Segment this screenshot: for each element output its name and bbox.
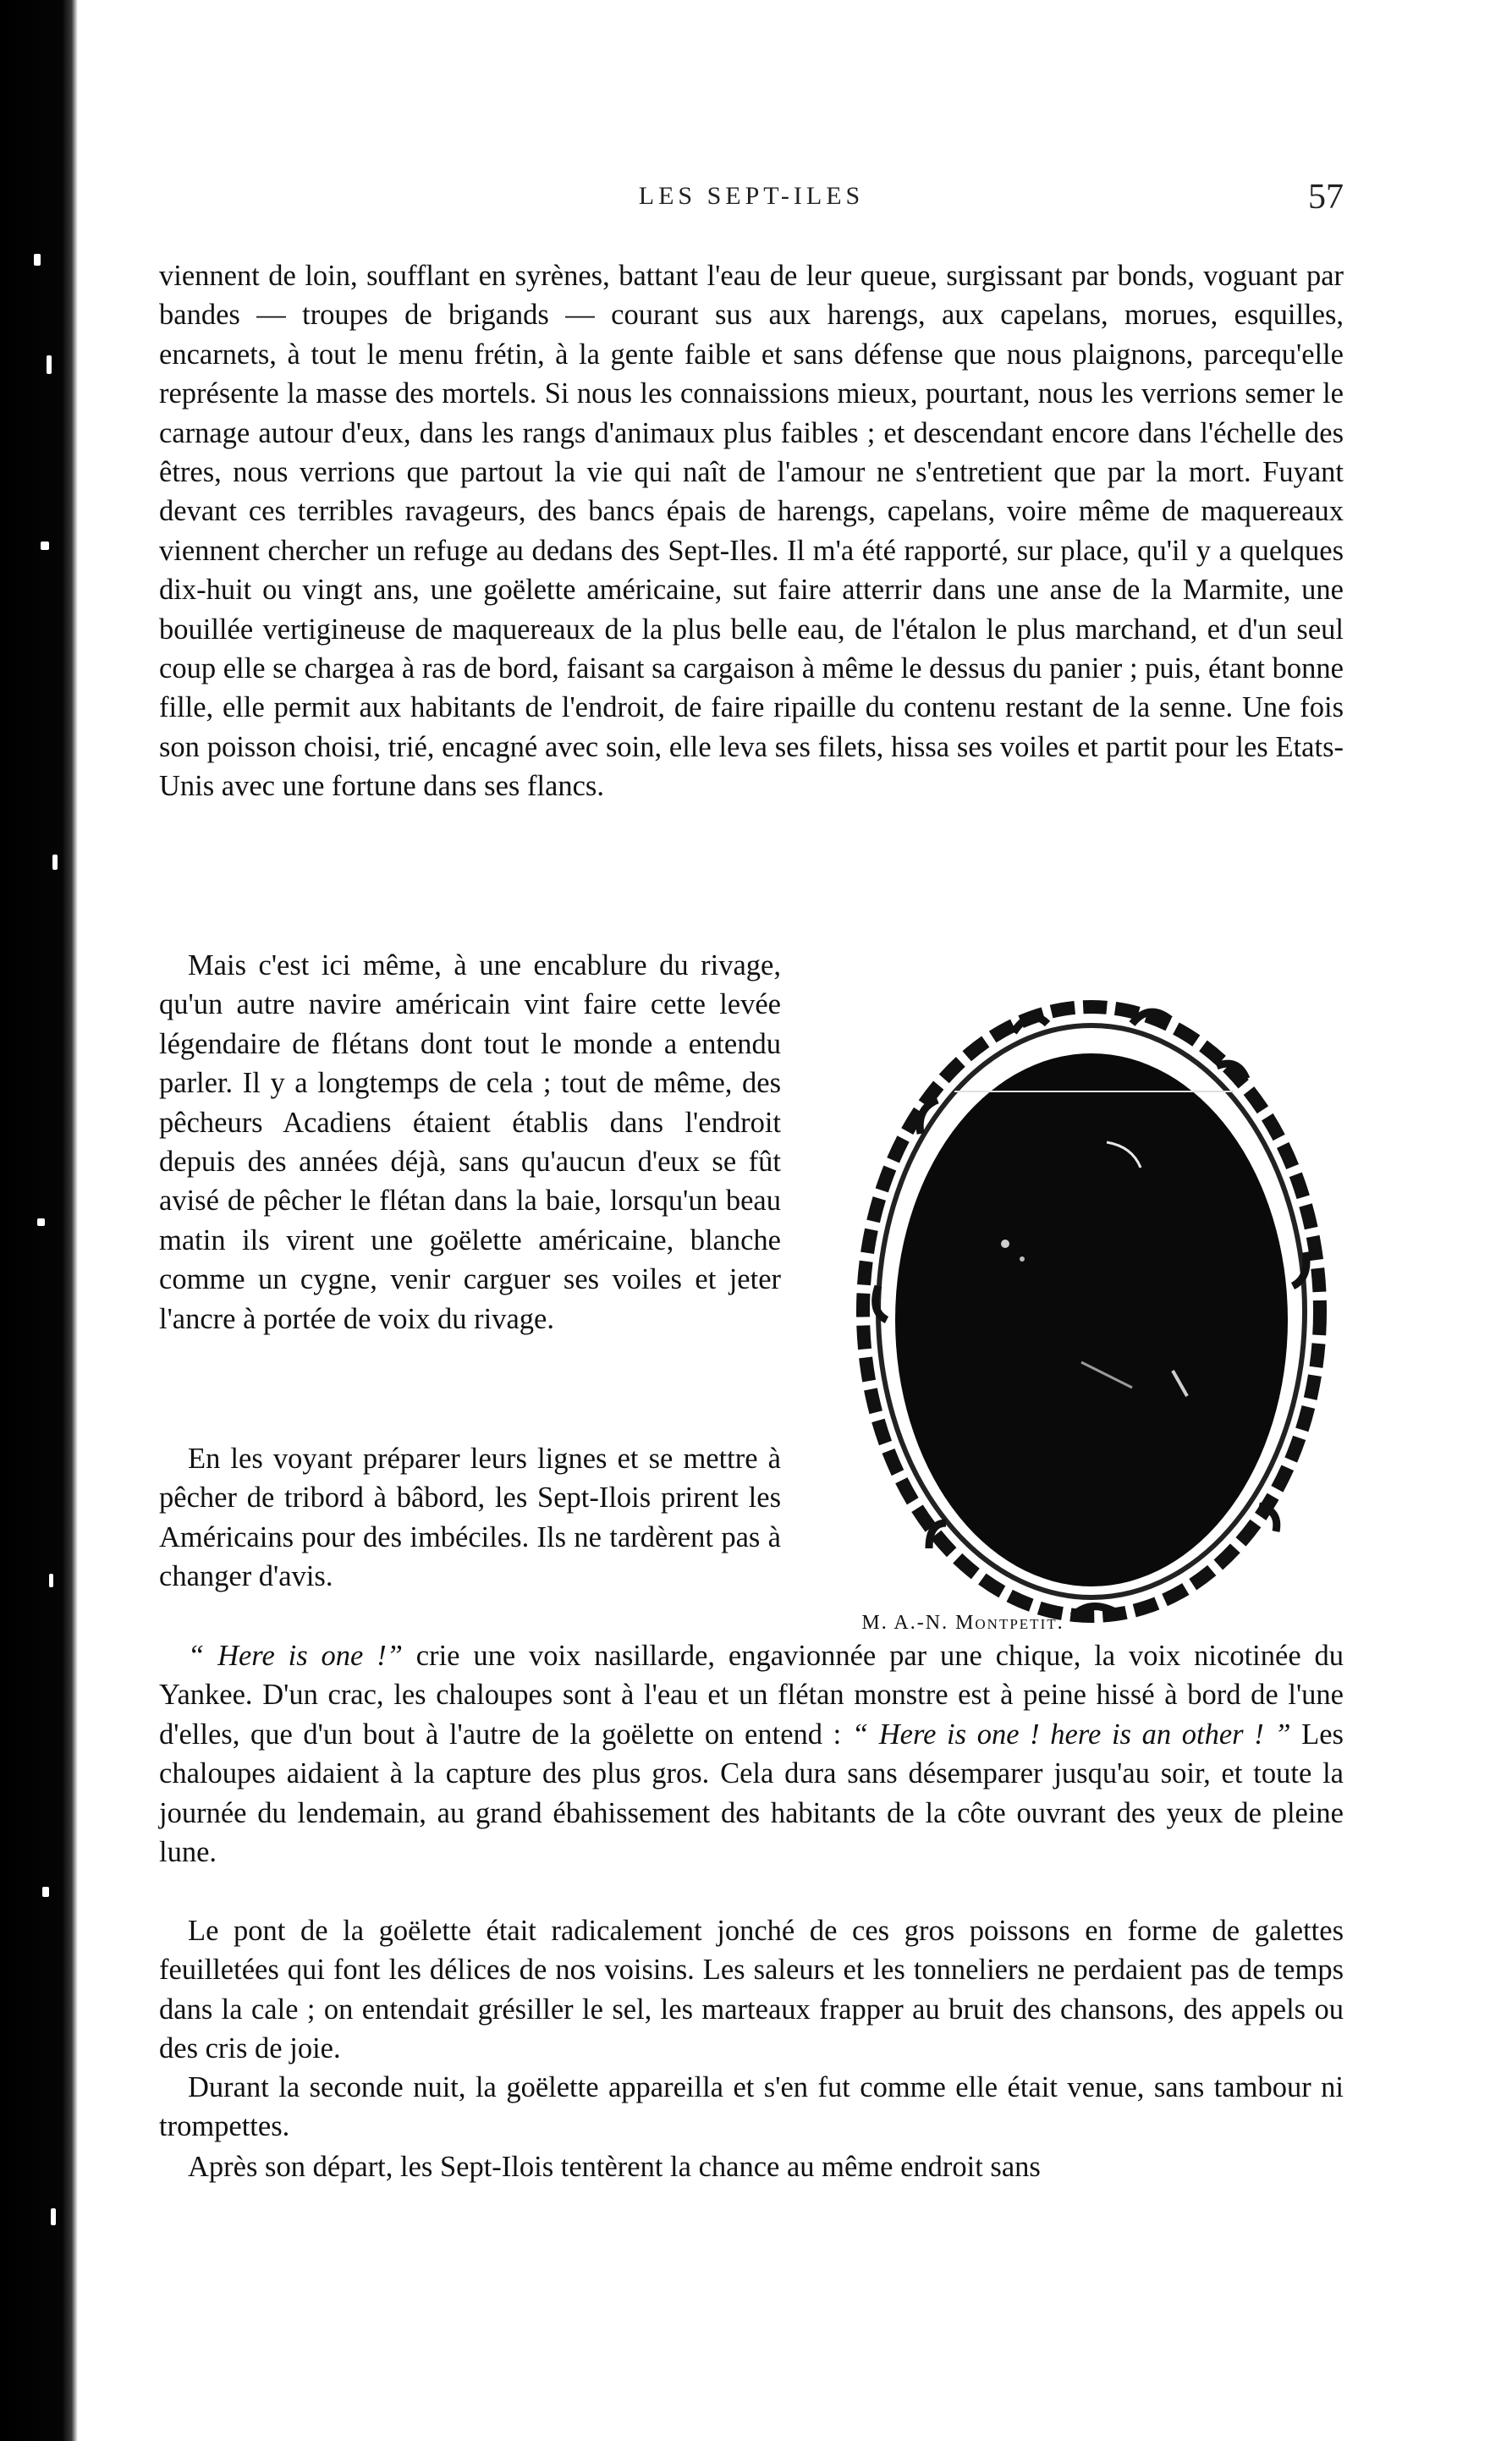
book-spine-edge	[0, 0, 78, 2441]
spine-speck	[42, 1887, 49, 1897]
spine-speck	[51, 2208, 56, 2225]
paragraph-1: viennent de loin, soufflant en syrènes, battant l'eau de leur queue, surgissant par bonds, voguant par bandes — troupes de brigands — courant sus aux harengs, aux capelans, morues, esquilles, encarnets, à tout le menu frétin, à la gente faible et sans défense que nous plaignons, parcequ'elle représente la masse des mortels. Si nous les connaissions mieux, pourtant, nous les verrions semer le carnage autour d'eux, dans les rangs d'animaux plus faibles ; et descendant encore dans l'échelle des êtres, nous verrions que partout la vie qui naît de l'amour ne s'entretient que par la mort. Fuyant devant ces terribles ravageurs, des bancs épais de harengs, capelans, voire même de maquereaux viennent chercher un refuge au dedans des Sept-Iles. Il m'a été rapporté, sur place, qu'il y a quelques dix-huit ou vingt ans, une goëlette américaine, sut faire atterrir dans une anse de la Marmite, une bouillée vertigineuse de maquereaux de la plus belle eau, de l'étalon le plus marchand, et d'un seul coup elle se chargea à ras de bord, faisant sa cargaison à même le dessus du panier ; puis, étant bonne fille, elle permit aux habitants de l'endroit, de faire ripaille du contenu restant de la senne. Une fois son poisson choisi, trié, encagné avec soin, elle leva ses filets, hissa ses voiles et partit pour les Etats-Unis avec une fortune dans ses flancs.	[159, 260, 1344, 803]
paragraph-4-text-b: Les chaloupes aidaient à la capture des plus gros. Cela dura sans désemparer jusqu'au soir, et toute la journée du lendemain, au grand ébahissement des habitants de la côte ouvrant des yeux de pleine lune.	[159, 1718, 1344, 1869]
spine-speck	[47, 355, 52, 374]
quote-here-is-an-other: “ Here is one ! here is an other ! ”	[851, 1718, 1291, 1751]
page-number: 57	[1308, 178, 1344, 217]
paragraph-3: En les voyant préparer leurs lignes et se mettre à pêcher de tribord à bâbord, les Sept-Ilois prirent les Américains pour des imbéciles. Ils ne tardèrent pas à changer d'avis.	[159, 1443, 781, 1593]
paragraph-4-text-a: crie une voix nasillarde, engavionnée par une chique, la voix nicotinée du Yankee. D'un crac, les chaloupes sont à l'eau et un flétan monstre est à peine hissé à bord de l'une d'elles, que d'un bout à l'autre de la goëlette on entend :	[159, 1640, 1344, 1751]
paragraph-7: Après son départ, les Sept-Ilois tentèrent la chance au même endroit sans	[188, 2151, 1041, 2183]
paragraph-5: Le pont de la goëlette était radicalement jonché de ces gros poissons en forme de galettes feuilletées qui font les délices de nos voisins. Les saleurs et les tonneliers ne perdaient pas de temps dans la cale ; on entendait grésiller le sel, les marteaux frapper au bruit des chansons, des appels ou des cris de joie.	[159, 1915, 1344, 2065]
portrait-caption: M. A.-N. Montpetit.	[861, 1612, 1064, 1634]
portrait-vignette	[853, 965, 1335, 1629]
book-page	[159, 0, 1344, 2441]
paragraph-2: Mais c'est ici même, à une encablure du rivage, qu'un autre navire américain vint faire cette levée légendaire de flétans dont tout le monde a entendu parler. Il y a longtemps de cela ; tout de même, des pêcheurs Acadiens étaient établis dans l'endroit depuis des années déjà, sans qu'aucun d'eux se fût avisé de pêcher le flétan dans la baie, lorsqu'un beau matin ils virent une goëlette américaine, blanche comme un cygne, venir carguer ses voiles et jeter l'ancre à portée de voix du rivage.	[159, 949, 781, 1335]
spine-speck	[34, 254, 41, 266]
spine-speck	[37, 1218, 45, 1226]
running-head	[159, 178, 1344, 217]
spine-speck	[52, 855, 58, 870]
spine-speck	[49, 1574, 53, 1587]
portrait-illustration	[853, 965, 1335, 1629]
spine-speck	[41, 542, 49, 550]
quote-here-is-one: “ Here is one !”	[188, 1640, 403, 1672]
paragraph-4	[159, 1636, 1344, 1872]
paragraph-6: Durant la seconde nuit, la goëlette appareilla et s'en fut comme elle était venue, sans tambour ni trompettes.	[159, 2071, 1344, 2143]
running-title: LES SEPT-ILES	[638, 182, 865, 210]
